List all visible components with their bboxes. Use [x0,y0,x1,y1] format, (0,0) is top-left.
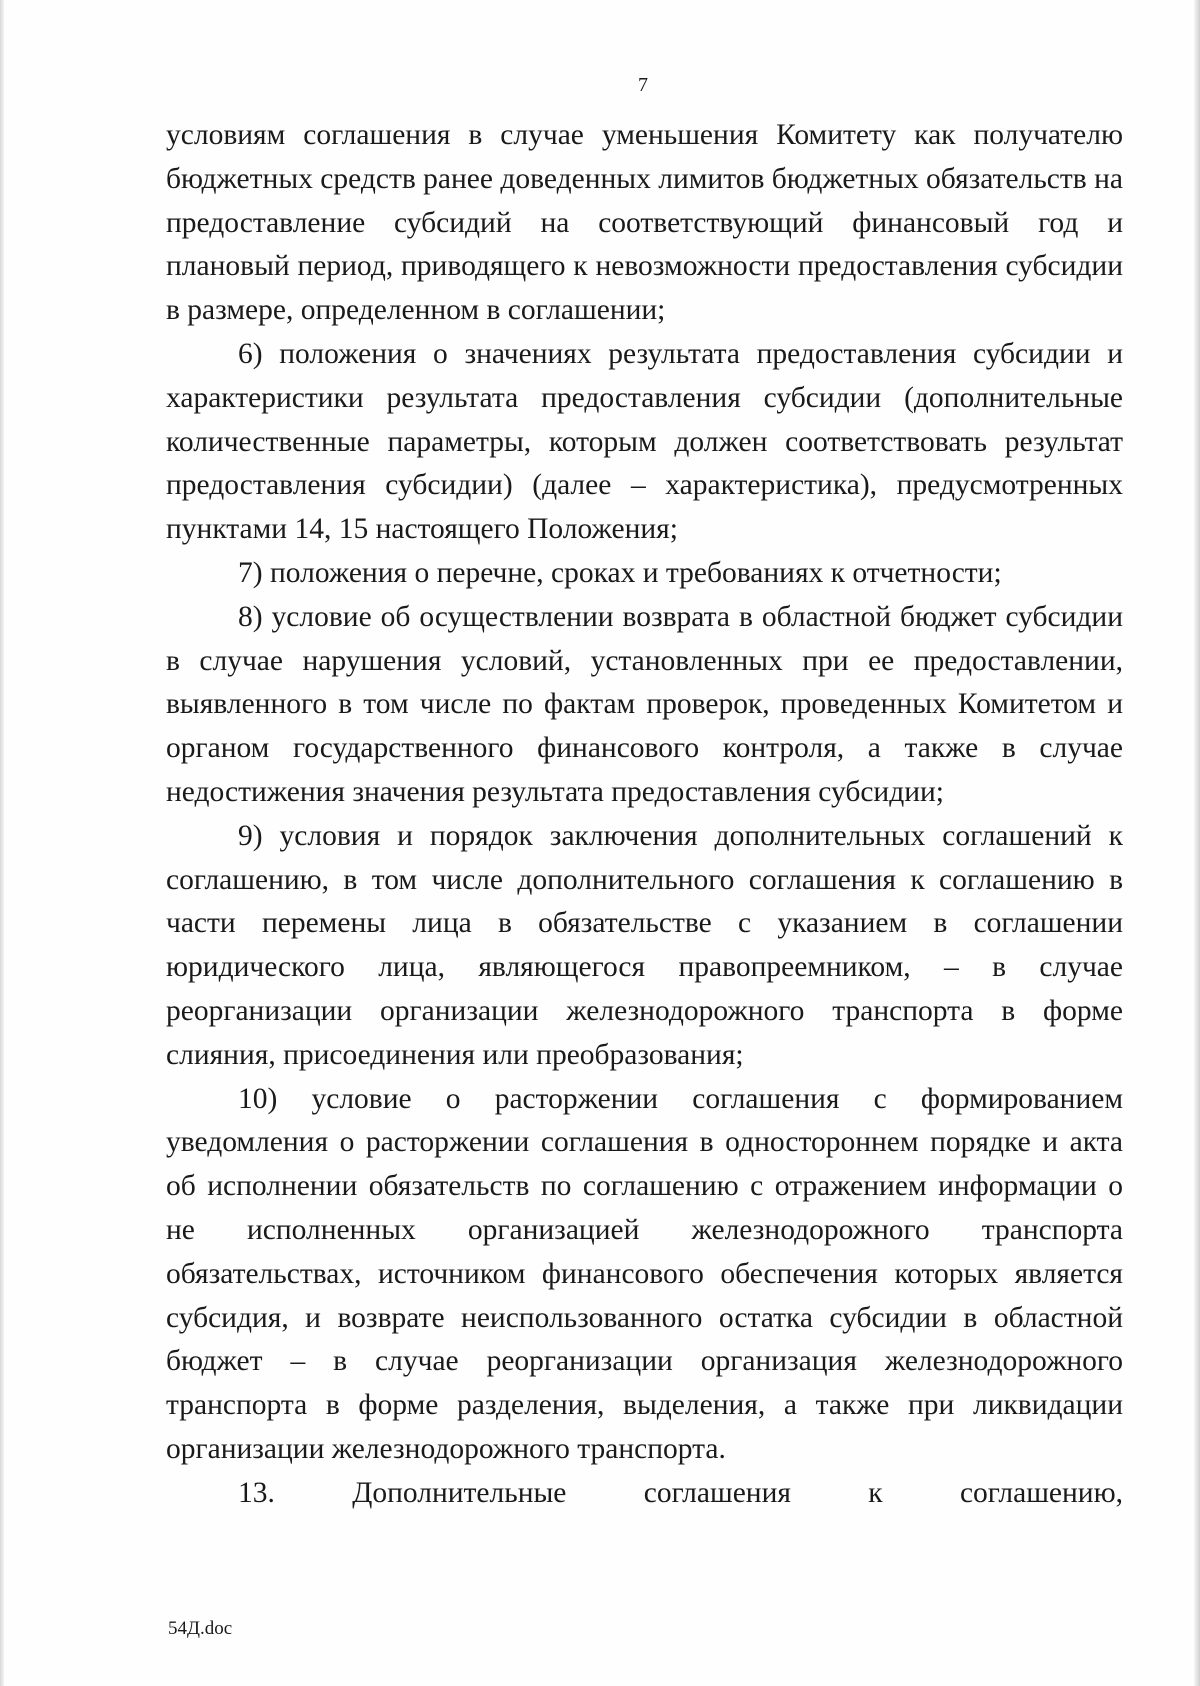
paragraph-section-13: 13. Дополнительные соглашения к соглашению, [238,1476,1123,1509]
paragraph-continuation: условиям соглашения в случае уменьшения Комитету как получателю бюджетных средств ранее доведенных лимитов бюджетных обязательств на предоставление субсидий на соответствующий финансовый год и плановый период, приводящего к невозможности предоставления субсидии в размере, определенном в соглашении; [166,119,1123,327]
scan-edge-left [0,0,4,1686]
document-body [166,114,1123,1516]
page-number: 7 [638,74,648,96]
paragraph-item-6: 6) положения о значениях результата предоставления субсидии и характеристики результата предоставления субсидии (дополнительные количественные параметры, которым должен соответствовать результат предоставления субсидии) (далее – характеристика), предусмотренных пунктами 14, 15 настоящего Положения; [166,337,1123,546]
paragraph-item-8: 8) условие об осуществлении возврата в областной бюджет субсидии в случае нарушения условий, установленных при ее предоставлении, выявленного в том числе по фактам проверок, проведенных Комитетом и органом государственного финансового контроля, а также в случае недостижения значения результата предоставления субсидии; [166,600,1123,808]
paragraph-item-7: 7) положения о перечне, сроках и требованиях к отчетности; [238,556,1002,589]
footer-filename: 54Д.doc [168,1618,233,1639]
paragraph-item-9: 9) условия и порядок заключения дополнительных соглашений к соглашению, в том числе дополнительного соглашения к соглашению в части перемены лица в обязательстве с указанием в соглашении юридического лица, являющегося правопреемником, – в случае реорганизации организации железнодорожного транспорта в форме слияния, присоединения или преобразования; [166,819,1123,1071]
scan-edge-right [1194,0,1200,1686]
paragraph-item-10: 10) условие о расторжении соглашения с формированием уведомления о расторжении соглашения в одностороннем порядке и акта об исполнении обязательств по соглашению с отражением информации о не исполненных организацией железнодорожного транспорта обязательствах, источником финансового обеспечения которых является субсидия, и возврате неиспользованного остатка субсидии в областной бюджет – в случае реорганизации организация железнодорожного транспорта в форме разделения, выделения, а также при ликвидации организации железнодорожного транспорта. [166,1082,1123,1465]
